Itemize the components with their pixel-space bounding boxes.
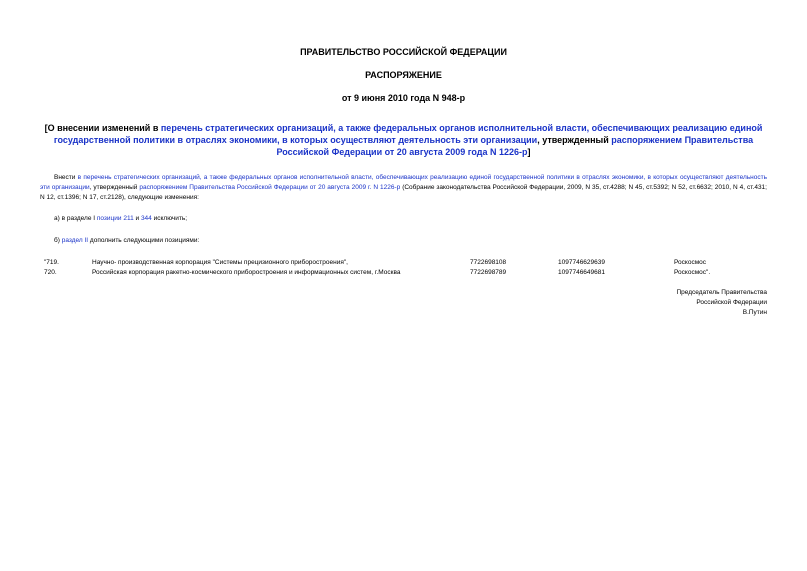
row-ogrn: 1097746649681 (558, 269, 605, 276)
intro-text-1: Внести (54, 174, 78, 181)
title-mid: , утвержденный (537, 135, 612, 145)
row-inn: 7722698108 (470, 259, 507, 266)
row-number: "719. (44, 259, 59, 266)
row-organization: Научно- производственная корпорация "Системы прецизионного приборостроения", (92, 259, 348, 266)
item-a-suffix: исключить; (151, 215, 188, 222)
row-inn: 7722698789 (470, 269, 507, 276)
intro-text-3: (Собрание законодательства Российской Федерации, 2009, N 35, ст.4288; N 45, ст.5392; N 52, ст.6632; 2010, N 4, ст.431; N 12, ст.1396; N 17, ст.2128), следующие изменения: (40, 184, 767, 201)
row-ogrn: 1097746629639 (558, 259, 605, 266)
title-link-order-1226[interactable]: распоряжением Правительства Российской Федерации от 20 августа 2009 года N 1226-р (276, 135, 754, 157)
title-close: ] (527, 147, 531, 157)
item-b-prefix: б) (54, 237, 62, 244)
document-title (40, 122, 767, 158)
item-b (54, 236, 199, 245)
item-a-link-position-211[interactable]: позиции 211 (96, 215, 134, 222)
signature-block (676, 288, 767, 318)
item-a (54, 214, 187, 223)
row-agency: Роскосмос". (674, 269, 711, 276)
item-a-prefix: а) в разделе I (54, 215, 97, 222)
title-open: [О внесении изменений в (44, 123, 161, 133)
signature-position: Председатель Правительства (676, 289, 767, 296)
item-b-suffix: дополнить следующими позициями: (88, 237, 200, 244)
intro-link-order-1226[interactable]: распоряжением Правительства Российской Федерации от 20 августа 2009 г. N 1226-р (139, 184, 401, 191)
item-b-link-section-2[interactable]: раздел II (61, 237, 89, 244)
title-link-strategic-list[interactable]: перечень стратегических организаций, а также федеральных органов исполнительной власти, обеспечивающих реализацию единой государственной политики в отраслях экономики, в которых осуществляют деятельность эти организации (53, 123, 763, 145)
signature-name: В.Путин (742, 309, 767, 316)
row-organization: Российская корпорация ракетно-космического приборостроения и информационных систем, г.Москва (92, 269, 401, 276)
government-heading: ПРАВИТЕЛЬСТВО РОССИЙСКОЙ ФЕДЕРАЦИИ (300, 47, 507, 57)
row-agency: Роскосмос (674, 259, 707, 266)
document-type: РАСПОРЯЖЕНИЕ (365, 70, 442, 80)
document-date-number: от 9 июня 2010 года N 948-р (341, 93, 466, 103)
intro-paragraph (40, 173, 767, 203)
item-a-mid: и (133, 215, 141, 222)
item-a-link-position-344[interactable]: 344 (140, 215, 152, 222)
intro-text-2: , утвержденный (89, 184, 140, 191)
row-number: 720. (44, 269, 57, 276)
intro-link-strategic-list[interactable]: в перечень стратегических организаций, а также федеральных органов исполнительной власти, обеспечивающих реализацию единой государственной политики в отраслях экономики, в которых осуществляют деятельность эти организации (40, 174, 767, 191)
signature-country: Российской Федерации (696, 299, 767, 306)
